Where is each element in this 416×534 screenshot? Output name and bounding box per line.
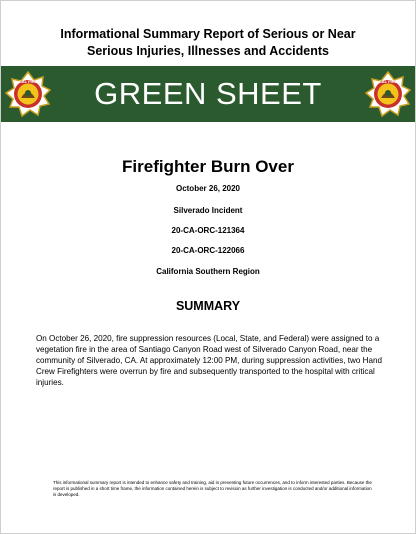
header-line-2: Serious Injuries, Illnesses and Accidents xyxy=(87,44,329,58)
region: California Southern Region xyxy=(156,267,260,276)
seal-right-caption: CAL FIRE xyxy=(378,79,398,84)
header-line-1: Informational Summary Report of Serious or Near xyxy=(60,27,356,41)
green-sheet-banner xyxy=(1,66,415,122)
summary-heading: SUMMARY xyxy=(175,299,241,313)
banner-title: GREEN SHEET xyxy=(94,76,322,111)
seal-left-caption: CAL FIRE xyxy=(18,79,38,84)
report-title: Firefighter Burn Over xyxy=(122,157,294,176)
summary-body: On October 26, 2020, fire suppression resources (Local, State, and Federal) were assigned to a vegetation fire in the area of Santiago Canyon Road west of Silverado Canyon Road, near the community of Silverado, CA. At approximately 12:00 PM, during suppression activities, two Hand Crew Firefighters were overrun by fire and subsequently transported to the hospital with critical injuries. xyxy=(36,334,382,387)
report-date: October 26, 2020 xyxy=(175,184,241,193)
cal-fire-seal-icon xyxy=(365,71,411,117)
footer-disclaimer: This informational summary report is intended to enhance safety and training, aid in preventing future occurrences, and to inform interested parties. Because the report is published in a short time frame, the information contained herein is subject to revision as further investigation is conducted and/or additional information is developed. xyxy=(53,480,372,497)
cal-fire-seal-icon xyxy=(5,71,51,117)
incident-number-2: 20-CA-ORC-122066 xyxy=(171,246,245,255)
incident-name: Silverado Incident xyxy=(173,206,243,215)
incident-number-1: 20-CA-ORC-121364 xyxy=(171,226,245,235)
report-header xyxy=(20,26,396,60)
